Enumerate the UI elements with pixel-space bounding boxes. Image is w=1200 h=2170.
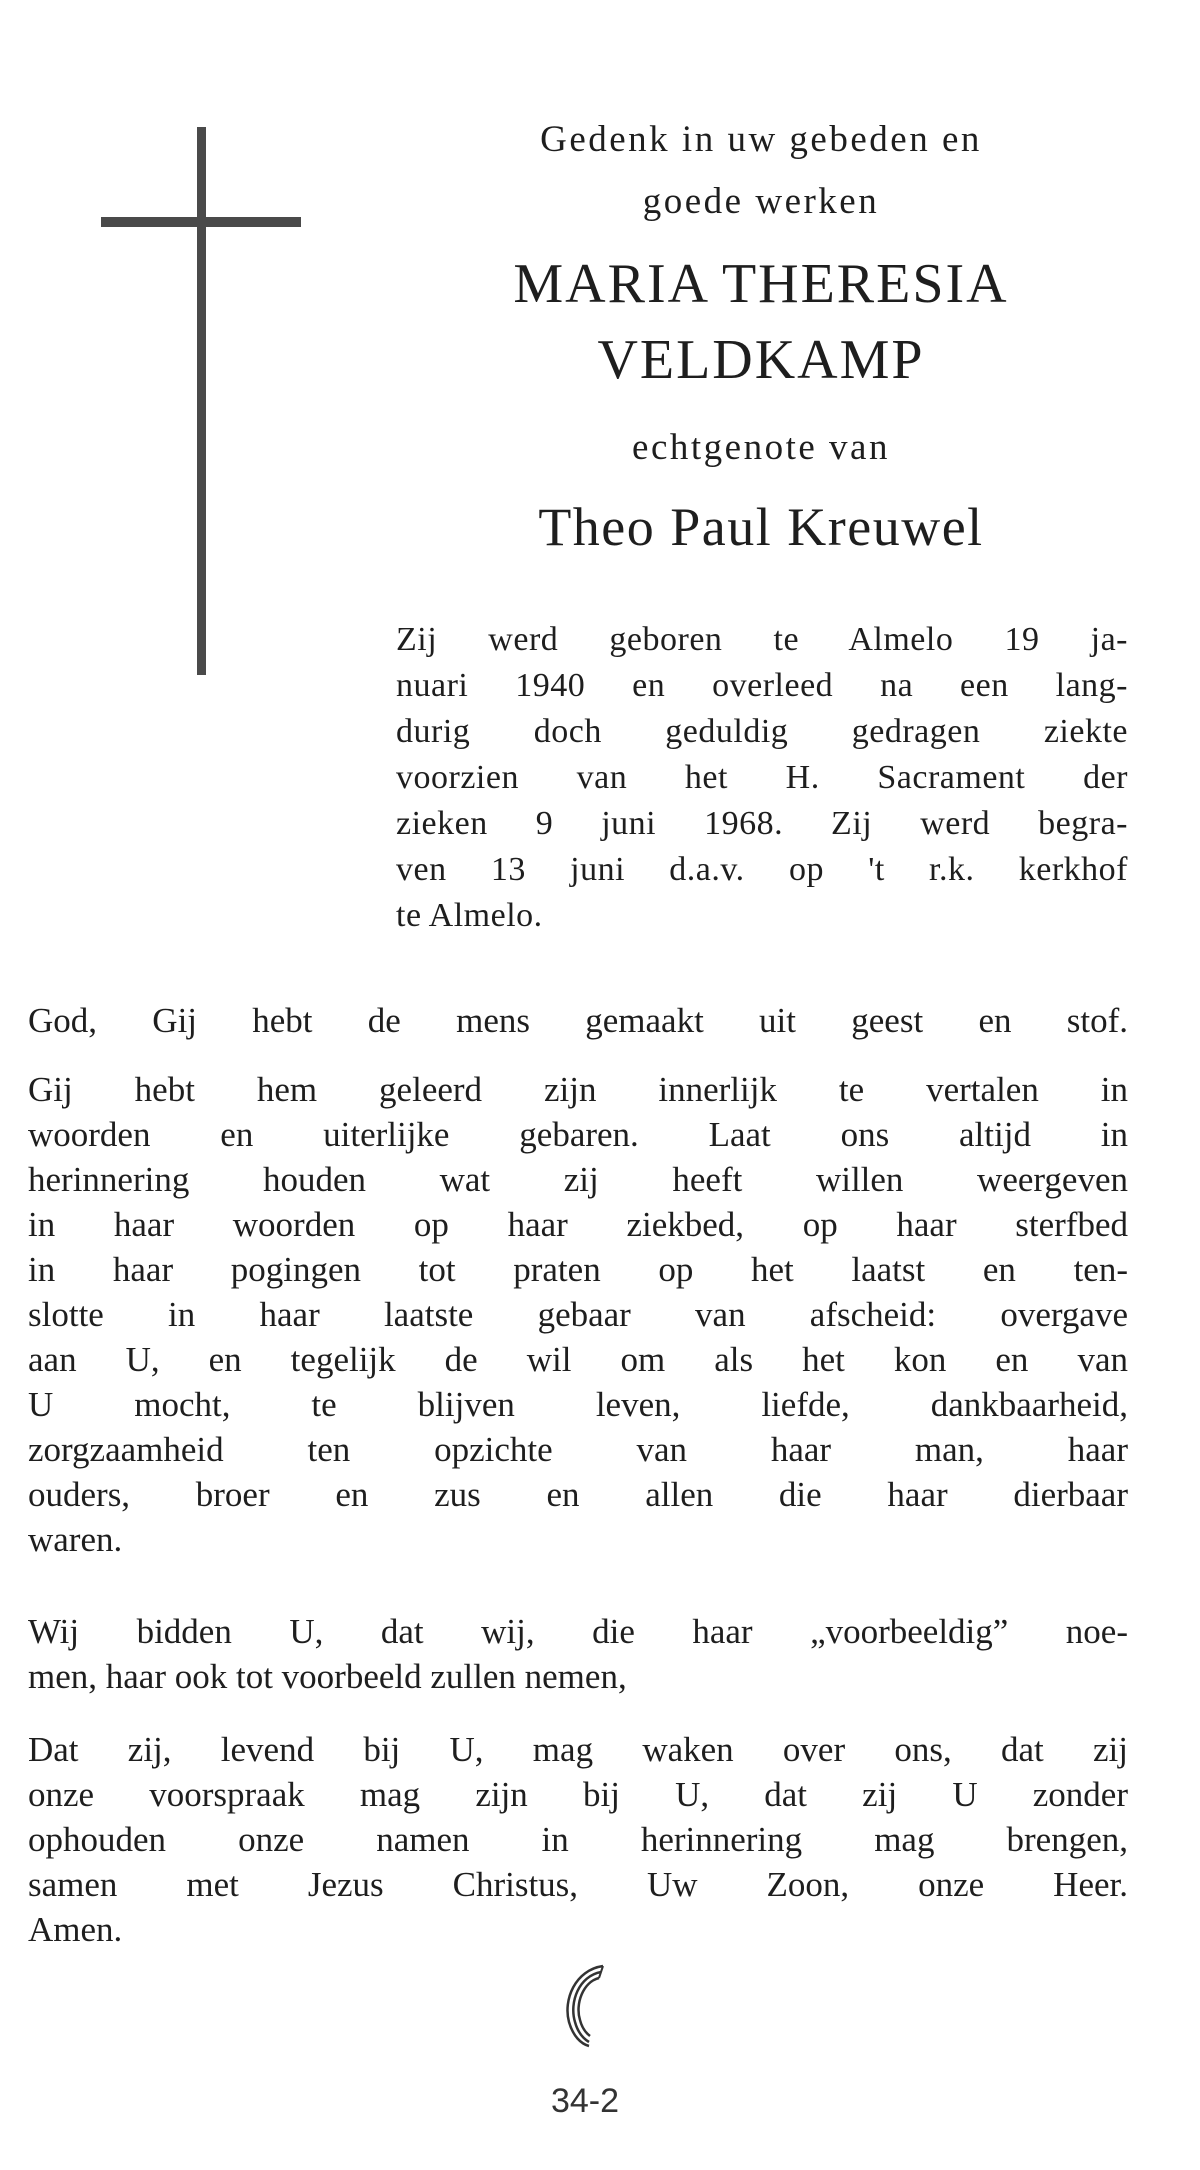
prayer-line: Wij bidden U, dat wij, die haar „voorbeeldig” noe- bbox=[28, 1612, 1128, 1651]
prayer-line: woorden en uiterlijke gebaren. Laat ons altijd in bbox=[28, 1115, 1128, 1154]
husband-name: Theo Paul Kreuwel bbox=[538, 497, 984, 557]
prayer-line: ophouden onze namen in herinnering mag brengen, bbox=[28, 1820, 1128, 1859]
biography bbox=[396, 617, 1128, 939]
prayer-line: God, Gij hebt de mens gemaakt uit geest en stof. bbox=[28, 1001, 1128, 1040]
prayer-line: men, haar ook tot voorbeeld zullen nemen, bbox=[28, 1657, 627, 1696]
prayer-line: aan U, en tegelijk de wil om als het kon en van bbox=[28, 1340, 1128, 1379]
prayer-line: in haar woorden op haar ziekbed, op haar sterfbed bbox=[28, 1205, 1128, 1244]
bio-line: Zij werd geboren te Almelo 19 ja- bbox=[396, 621, 1128, 658]
prayer-line: ouders, broer en zus en allen die haar dierbaar bbox=[28, 1475, 1128, 1514]
bio-line: durig doch geduldig gedragen ziekte bbox=[396, 713, 1128, 750]
bio-line: nuari 1940 en overleed na een lang- bbox=[396, 667, 1128, 704]
bio-line: zieken 9 juni 1968. Zij werd begra- bbox=[396, 805, 1128, 842]
prayer-paragraph-3 bbox=[28, 1609, 1128, 1699]
prayer-line: U mocht, te blijven leven, liefde, dankbaarheid, bbox=[28, 1385, 1128, 1424]
prayer-line: samen met Jezus Christus, Uw Zoon, onze Heer. bbox=[28, 1865, 1128, 1904]
prayer-line: in haar pogingen tot praten op het laatst en ten- bbox=[28, 1250, 1128, 1289]
bio-line: ven 13 juni d.a.v. op 't r.k. kerkhof bbox=[396, 851, 1128, 888]
prayer-line: Gij hebt hem geleerd zijn innerlijk te vertalen in bbox=[28, 1070, 1128, 1109]
prayer-line: Dat zij, levend bij U, mag waken over ons, dat zij bbox=[28, 1730, 1128, 1769]
cross-icon-bar bbox=[101, 217, 301, 227]
relation-label: echtgenote van bbox=[632, 427, 890, 468]
prayer-line: zorgzaamheid ten opzichte van haar man, haar bbox=[28, 1430, 1128, 1469]
prayer-paragraph-1 bbox=[28, 998, 1128, 1043]
prayer-line: waren. bbox=[28, 1520, 123, 1559]
cross-icon bbox=[197, 127, 206, 675]
prayer-line: herinnering houden wat zij heeft willen weergeven bbox=[28, 1160, 1128, 1199]
remembrance-line-1: Gedenk in uw gebeden en bbox=[540, 119, 982, 160]
bio-line: voorzien van het H. Sacrament der bbox=[396, 759, 1128, 796]
printer-logo-icon bbox=[555, 1960, 615, 2050]
remembrance-line-2: goede werken bbox=[642, 181, 880, 222]
prayer-line: Amen. bbox=[28, 1910, 123, 1949]
page-number: 34-2 bbox=[550, 2082, 620, 2120]
prayer-paragraph-4 bbox=[28, 1727, 1128, 1952]
bio-line: te Almelo. bbox=[396, 897, 543, 934]
prayer-paragraph-2 bbox=[28, 1067, 1128, 1562]
deceased-name-last: VELDKAMP bbox=[597, 329, 925, 391]
deceased-name-first: MARIA THERESIA bbox=[513, 253, 1009, 315]
prayer-line: slotte in haar laatste gebaar van afscheid: overgave bbox=[28, 1295, 1128, 1334]
prayer-line: onze voorspraak mag zijn bij U, dat zij U zonder bbox=[28, 1775, 1128, 1814]
